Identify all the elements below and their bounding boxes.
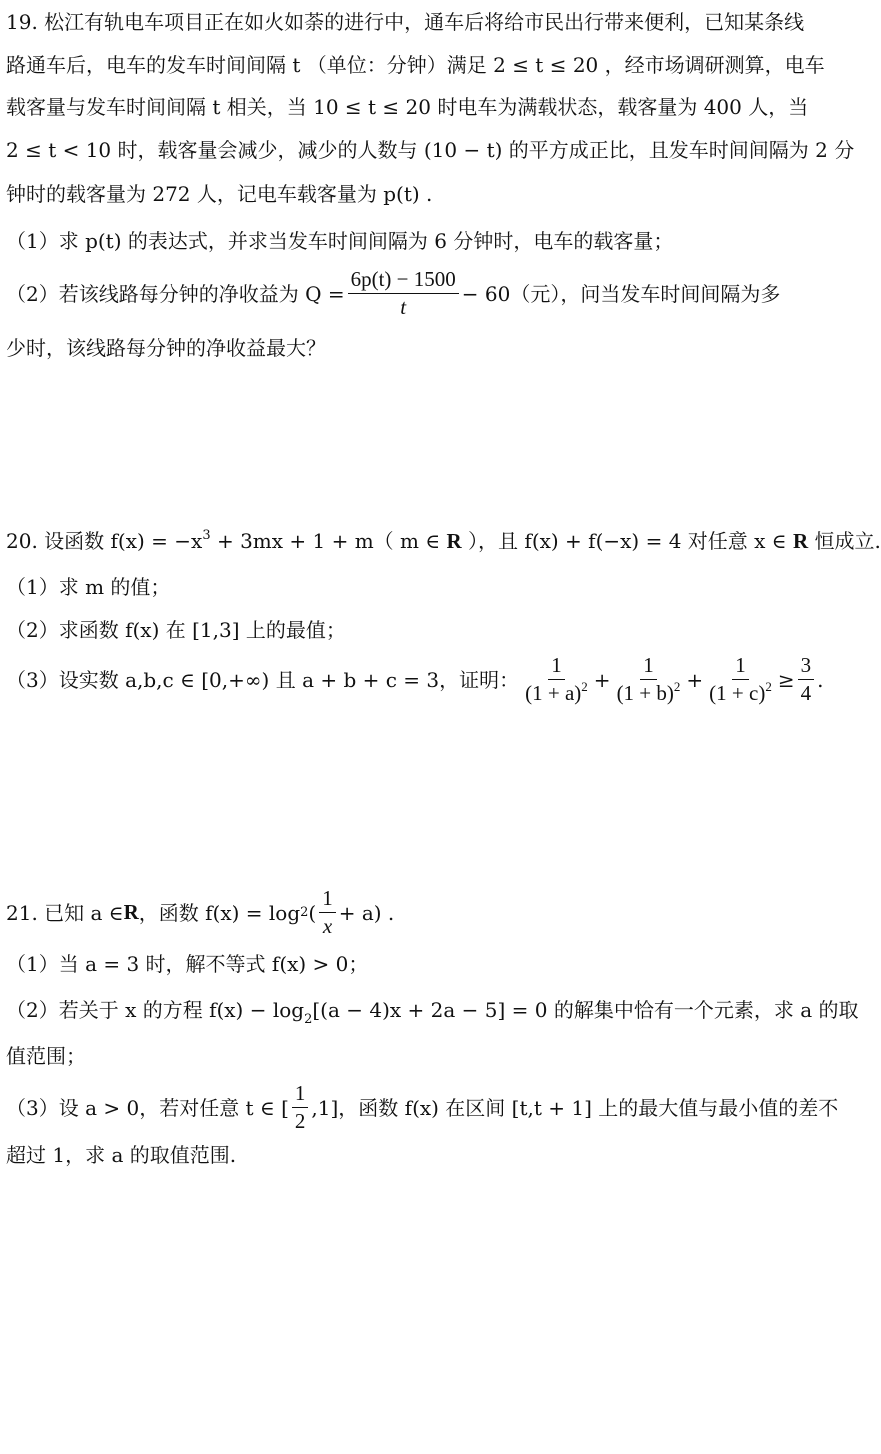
p21-question-2 — [6, 998, 859, 1027]
p20-rhs-den: 4 — [800, 681, 812, 706]
p21-q3-line2: 超过 1，求 a 的取值范围. — [6, 1143, 237, 1167]
p21-line1-mid: ，函数 f(x) = log — [138, 900, 301, 925]
p20-fraction-c-num: 1 — [732, 654, 749, 680]
p19-q2-fraction — [348, 268, 459, 319]
p20-question-1: （1）求 m 的值； — [6, 575, 171, 599]
p20-fraction-b-num: 1 — [640, 654, 657, 680]
p20-real-set-2: R — [792, 529, 809, 553]
p21-q3-fraction — [292, 1082, 309, 1133]
p21-q3-fraction-num: 1 — [292, 1082, 309, 1108]
p21-line1-pre: 21. 已知 a ∈ — [6, 900, 124, 925]
p21-open-paren: ( — [308, 900, 317, 925]
p19-line1: 19. 松江有轨电车项目正在如火如荼的进行中，通车后将给市民出行带来便利，已知某条线 — [6, 10, 805, 34]
p21-q3-post: ,1]，函数 f(x) 在区间 [t,t + 1] 上的最大值与最小值的差不 — [311, 1095, 839, 1120]
p20-question-2: （2）求函数 f(x) 在 [1,3] 上的最值； — [6, 618, 346, 642]
p20-fraction-b-den: $(1 + b)^2$ — [616, 679, 681, 706]
p19-line3: 载客量与发车时间间隔 t 相关，当 10 ≤ t ≤ 20 时电车为满载状态，载客量为 400 人，当 — [6, 95, 809, 119]
p20-q3-prefix: （3）设实数 a,b,c ∈ [0,+∞) 且 a + b + c = 3，证明： — [6, 667, 520, 692]
p21-question-1: （1）当 a = 3 时，解不等式 f(x) > 0； — [6, 952, 369, 976]
p19-question-2 — [6, 268, 780, 319]
p21-q3-fraction-den: 2 — [294, 1109, 306, 1134]
p19-q2-suffix: − 60（元），问当发车时间间隔为多 — [461, 281, 781, 306]
p21-q3-pre: （3）设 a > 0，若对任意 t ∈ [ — [6, 1095, 289, 1120]
p20-geq: ≥ — [777, 667, 795, 692]
p19-line5: 钟时的载客量为 272 人，记电车载客量为 p(t) . — [6, 182, 433, 206]
p20-line1-post: 恒成立. — [808, 529, 881, 553]
p20-fraction-b — [614, 654, 684, 705]
p20-plus-2: + — [686, 667, 704, 692]
p21-fraction-num: 1 — [319, 887, 336, 913]
p20-real-set-1: R — [446, 529, 462, 553]
p20-fraction-a-num: 1 — [548, 654, 565, 680]
p19-line4: 2 ≤ t < 10 时，载客量会减少，减少的人数与 (10 − t) 的平方成正比，且发车时间间隔为 2 分 — [6, 138, 855, 162]
p21-line1: 21. 已知 a ∈ R ，函数 f(x) = log 2 ( $\frac{1}{x}$ + a) . — [6, 886, 395, 939]
p19-q2-denominator: t — [400, 295, 407, 320]
p20-fraction-a-den: $(1 + a)^2$ — [525, 679, 588, 706]
p21-q2-line2: 值范围； — [6, 1044, 86, 1068]
p20-fraction-c-den: $(1 + c)^2$ — [709, 679, 772, 706]
p19-line2: 路通车后，电车的发车时间间隔 t （单位：分钟）满足 2 ≤ t ≤ 20 ，经市场调研测算，电车 — [6, 53, 825, 77]
p19-q2-prefix: （2）若该线路每分钟的净收益为 Q = — [6, 281, 345, 306]
p20-question-3 — [6, 654, 823, 705]
p20-exponent: 3 — [202, 528, 211, 543]
p20-line1 — [6, 528, 881, 553]
p20-end: . — [817, 667, 824, 692]
p20-fraction-a — [522, 654, 591, 705]
p21-q2-post: [(a − 4)x + 2a − 5] = 0 的解集中恰有一个元素，求 a 的取 — [312, 998, 859, 1022]
p21-fraction-den: x — [322, 914, 333, 939]
p20-rhs-fraction — [798, 654, 815, 705]
p20-fraction-c — [706, 654, 775, 705]
p19-question-1: （1）求 p(t) 的表达式，并求当发车时间间隔为 6 分钟时，电车的载客量； — [6, 229, 674, 253]
p21-fraction — [319, 887, 336, 938]
p20-rhs-num: 3 — [798, 654, 815, 680]
p20-plus-1: + — [593, 667, 611, 692]
p20-line1-pre: 20. 设函数 f(x) = −x — [6, 529, 203, 553]
p21-line1-post: + a) . — [338, 900, 395, 925]
p21-real-set: R — [123, 900, 139, 925]
p21-question-3 — [6, 1082, 838, 1133]
p21-q2-log-base: 2 — [304, 1012, 313, 1027]
p19-q2-line2: 少时，该线路每分钟的净收益最大？ — [6, 336, 326, 360]
p21-q2-pre: （2）若关于 x 的方程 f(x) − log — [6, 998, 305, 1022]
p20-line1-mid2: ），且 f(x) + f(−x) = 4 对任意 x ∈ — [461, 529, 793, 553]
p19-q2-numerator: 6p(t) − 1500 — [348, 268, 459, 294]
p20-line1-mid: + 3mx + 1 + m（ m ∈ — [210, 529, 447, 553]
